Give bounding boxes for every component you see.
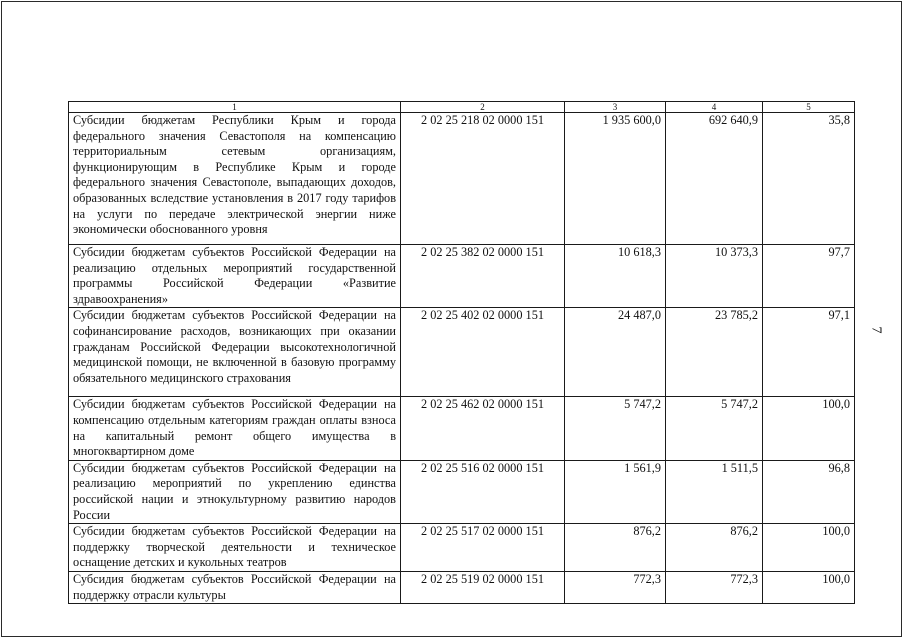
row-value-col4: 5 747,2 xyxy=(666,397,763,460)
row-value-col3: 876,2 xyxy=(565,524,666,572)
row-description: Субсидии бюджетам Республики Крым и города федерального значения Севастополя на компенсацию территориальным сетевым организациям, функционирующим в Республике Крым и городе федерального значения Севастополе, выпадающих доходов, образованных вследствие установления в 2017 году тарифов на услуги по передаче электрической энергии ниже экономически обоснованного уровня xyxy=(69,113,401,245)
row-value-col4: 10 373,3 xyxy=(666,245,763,308)
row-value-col5: 97,1 xyxy=(763,308,855,397)
row-value-col5: 35,8 xyxy=(763,113,855,245)
row-value-col5: 97,7 xyxy=(763,245,855,308)
row-budget-code: 2 02 25 218 02 0000 151 xyxy=(401,113,565,245)
row-value-col5: 100,0 xyxy=(763,571,855,603)
table-row xyxy=(69,308,855,397)
header-col-5: 5 xyxy=(763,102,855,113)
table-row xyxy=(69,113,855,245)
header-col-2: 2 xyxy=(401,102,565,113)
report-table xyxy=(68,101,855,604)
row-value-col3: 1 561,9 xyxy=(565,460,666,523)
row-budget-code: 2 02 25 519 02 0000 151 xyxy=(401,571,565,603)
row-value-col4: 772,3 xyxy=(666,571,763,603)
row-budget-code: 2 02 25 516 02 0000 151 xyxy=(401,460,565,523)
row-value-col5: 96,8 xyxy=(763,460,855,523)
row-budget-code: 2 02 25 517 02 0000 151 xyxy=(401,524,565,572)
row-description: Субсидия бюджетам субъектов Российской Федерации на поддержку отрасли культуры xyxy=(69,571,401,603)
row-budget-code: 2 02 25 402 02 0000 151 xyxy=(401,308,565,397)
row-description: Субсидии бюджетам субъектов Российской Федерации на софинансирование расходов, возникающих при оказании гражданам Российской Федерации высокотехнологичной медицинской помощи, не включенной в базовую программу обязательного медицинского страхования xyxy=(69,308,401,397)
row-description: Субсидии бюджетам субъектов Российской Федерации на компенсацию отдельным категориям граждан оплаты взноса на капитальный ремонт общего имущества в многоквартирном доме xyxy=(69,397,401,460)
row-description: Субсидии бюджетам субъектов Российской Федерации на реализацию мероприятий по укреплению единства российской нации и этнокультурному развитию народов России xyxy=(69,460,401,523)
table-row xyxy=(69,524,855,572)
table-header-row xyxy=(69,102,855,113)
row-value-col5: 100,0 xyxy=(763,524,855,572)
row-value-col5: 100,0 xyxy=(763,397,855,460)
row-value-col3: 10 618,3 xyxy=(565,245,666,308)
row-value-col3: 5 747,2 xyxy=(565,397,666,460)
table-row xyxy=(69,397,855,460)
table-row xyxy=(69,245,855,308)
table-row xyxy=(69,460,855,523)
row-value-col3: 1 935 600,0 xyxy=(565,113,666,245)
header-col-1: 1 xyxy=(69,102,401,113)
header-col-3: 3 xyxy=(565,102,666,113)
row-value-col3: 24 487,0 xyxy=(565,308,666,397)
table-row xyxy=(69,571,855,603)
row-description: Субсидии бюджетам субъектов Российской Федерации на поддержку творческой деятельности и техническое оснащение детских и кукольных театров xyxy=(69,524,401,572)
page-number: 7 xyxy=(868,326,884,334)
header-col-4: 4 xyxy=(666,102,763,113)
row-value-col4: 23 785,2 xyxy=(666,308,763,397)
row-description: Субсидии бюджетам субъектов Российской Федерации на реализацию отдельных мероприятий государственной программы Российской Федерации «Развитие здравоохранения» xyxy=(69,245,401,308)
row-value-col3: 772,3 xyxy=(565,571,666,603)
row-value-col4: 692 640,9 xyxy=(666,113,763,245)
row-value-col4: 1 511,5 xyxy=(666,460,763,523)
row-value-col4: 876,2 xyxy=(666,524,763,572)
row-budget-code: 2 02 25 462 02 0000 151 xyxy=(401,397,565,460)
row-budget-code: 2 02 25 382 02 0000 151 xyxy=(401,245,565,308)
